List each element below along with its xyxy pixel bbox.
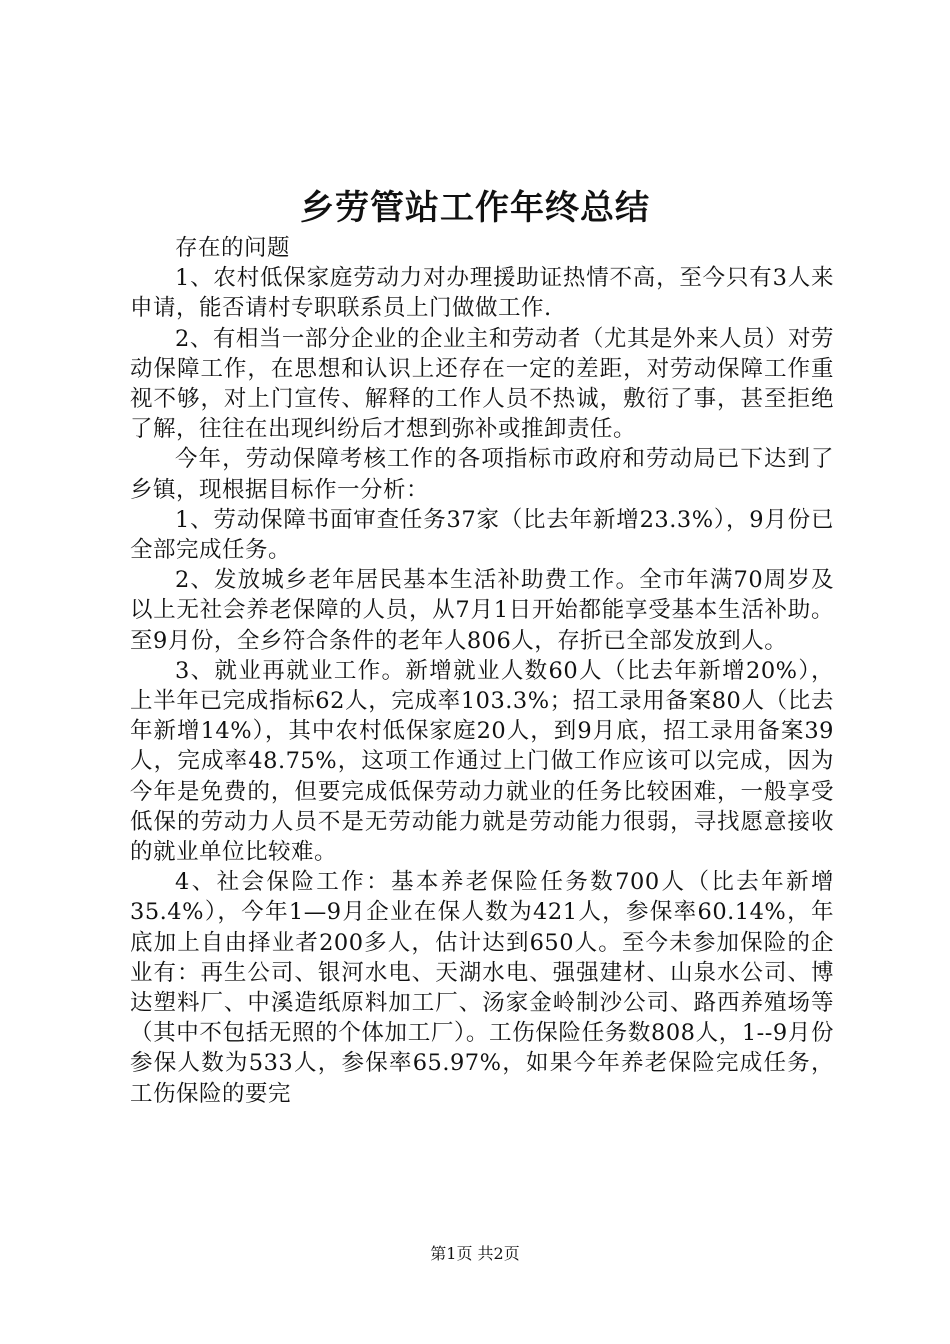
paragraph: 今年，劳动保障考核工作的各项指标市政府和劳动局已下达到了乡镇，现根据目标作一分析：: [130, 446, 834, 503]
paragraph: 1、劳动保障书面审查任务37家（比去年新增23.3%），9月份已全部完成任务。: [130, 506, 834, 564]
paragraph: 3、就业再就业工作。新增就业人数60人（比去年新增20%），上半年已完成指标62人，完成率103.3%；招工录用备案80人（比去年新增14%），其中农村低保家庭20人，到9月底，招工录用备案39人，完成率48.75%，这项工作通过上门做工作应该可以完成，因为今年是免费的，但要完成低保劳动力就业的任务比较困难，一般享受低保的劳动力人员不是无劳动能力就是劳动能力很弱，寻找愿意接收的就业单位比较难。: [130, 657, 834, 866]
document-body: [130, 233, 834, 1109]
page-footer: 第1页 共2页: [430, 1244, 520, 1263]
paragraph: 2、有相当一部分企业的企业主和劳动者（尤其是外来人员）对劳动保障工作，在思想和认识上还存在一定的差距，对劳动保障工作重视不够，对上门宣传、解释的工作人员不热诚，敷衍了事，甚至拒绝了解，往往在出现纠纷后才想到弥补或推卸责任。: [130, 325, 834, 443]
paragraph: 1、农村低保家庭劳动力对办理援助证热情不高，至今只有3人来申请，能否请村专职联系员上门做做工作.: [130, 265, 834, 322]
paragraph: 4、社会保险工作：基本养老保险任务数700人（比去年新增35.4%），今年1—9月企业在保人数为421人，参保率60.14%，年底加上自由择业者200多人，估计达到650人。至今未参加保险的企业有：再生公司、银河水电、天湖水电、强强建材、山泉水公司、博达塑料厂、中溪造纸原料加工厂、汤家金岭制沙公司、路西养殖场等（其中不包括无照的个体加工厂）。工伤保险任务数808人，1--9月份参保人数为533人，参保率65.97%，如果今年养老保险完成任务，工伤保险的要完: [130, 869, 834, 1107]
paragraph: 2、发放城乡老年居民基本生活补助费工作。全市年满70周岁及以上无社会养老保障的人员，从7月1日开始都能享受基本生活补助。至9月份，全乡符合条件的老年人806人，存折已全部发放到人。: [130, 567, 834, 654]
document-title: 乡劳管站工作年终总结: [300, 188, 650, 228]
paragraph-heading-problems: 存在的问题: [175, 235, 291, 261]
